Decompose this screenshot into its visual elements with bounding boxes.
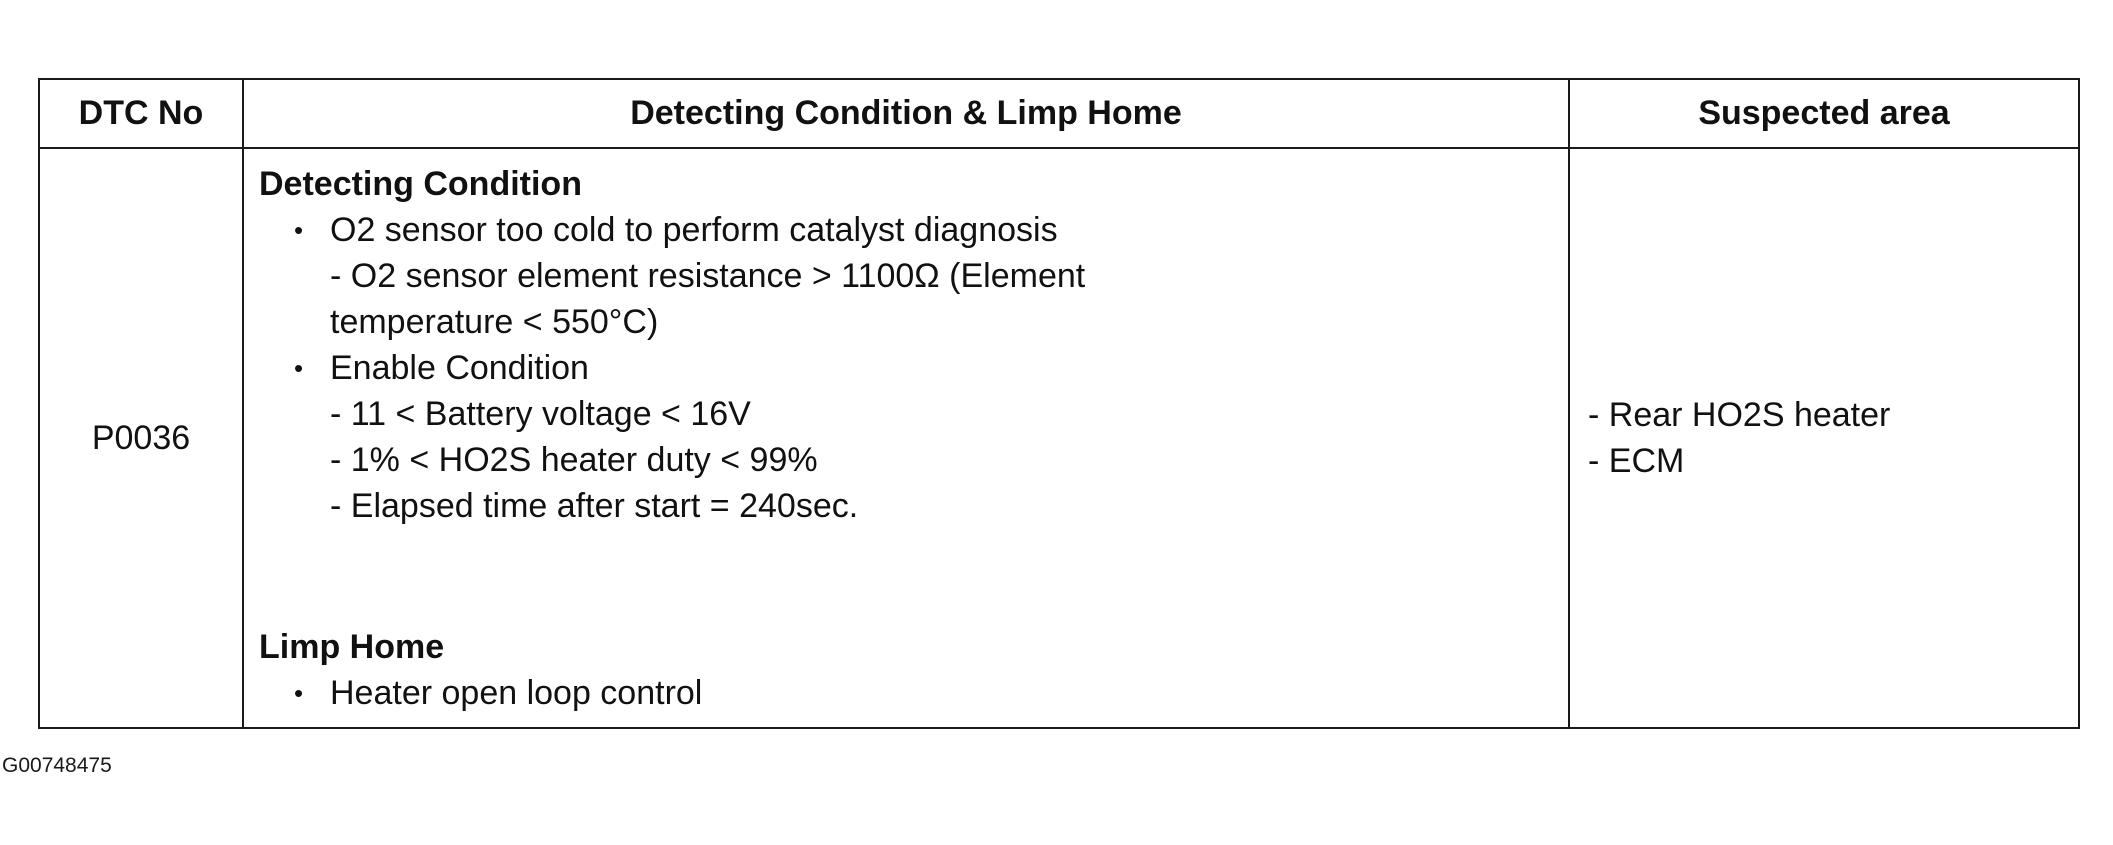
suspected-area-item: - Rear HO2S heater <box>1588 396 1891 434</box>
dtc-table <box>38 78 2080 729</box>
table-row <box>39 148 2079 728</box>
header-dtc-no: DTC No <box>39 79 243 148</box>
list-item <box>259 670 702 716</box>
header-suspected-area: Suspected area <box>1569 79 2079 148</box>
bullet-text: O2 sensor too cold to perform catalyst diagnosis <box>330 211 1058 249</box>
figure-id: G00748475 <box>2 754 112 777</box>
sub-item: temperature < 550°C) <box>330 303 659 341</box>
limp-home-title: Limp Home <box>259 628 445 666</box>
sub-item: - Elapsed time after start = 240sec. <box>330 487 859 525</box>
dtc-code: P0036 <box>39 148 243 728</box>
sub-item: - 1% < HO2S heater duty < 99% <box>330 441 818 479</box>
condition-cell <box>243 148 1569 728</box>
bullet-text: Heater open loop control <box>330 674 703 712</box>
table-header-row <box>39 79 2079 148</box>
detecting-condition-title: Detecting Condition <box>259 165 582 203</box>
bullet-text: Enable Condition <box>330 349 589 387</box>
list-item <box>259 345 1568 391</box>
limp-home-block <box>259 624 702 716</box>
bullet-icon: • <box>294 215 304 245</box>
bullet-icon: • <box>294 678 304 708</box>
list-item <box>259 207 1568 253</box>
sub-item: - O2 sensor element resistance > 1100Ω (Element <box>330 257 1086 295</box>
header-condition: Detecting Condition & Limp Home <box>243 79 1569 148</box>
suspected-area-item: - ECM <box>1588 442 1685 480</box>
suspected-area-cell <box>1569 148 2079 728</box>
bullet-icon: • <box>294 353 304 383</box>
sub-item: - 11 < Battery voltage < 16V <box>330 395 751 433</box>
